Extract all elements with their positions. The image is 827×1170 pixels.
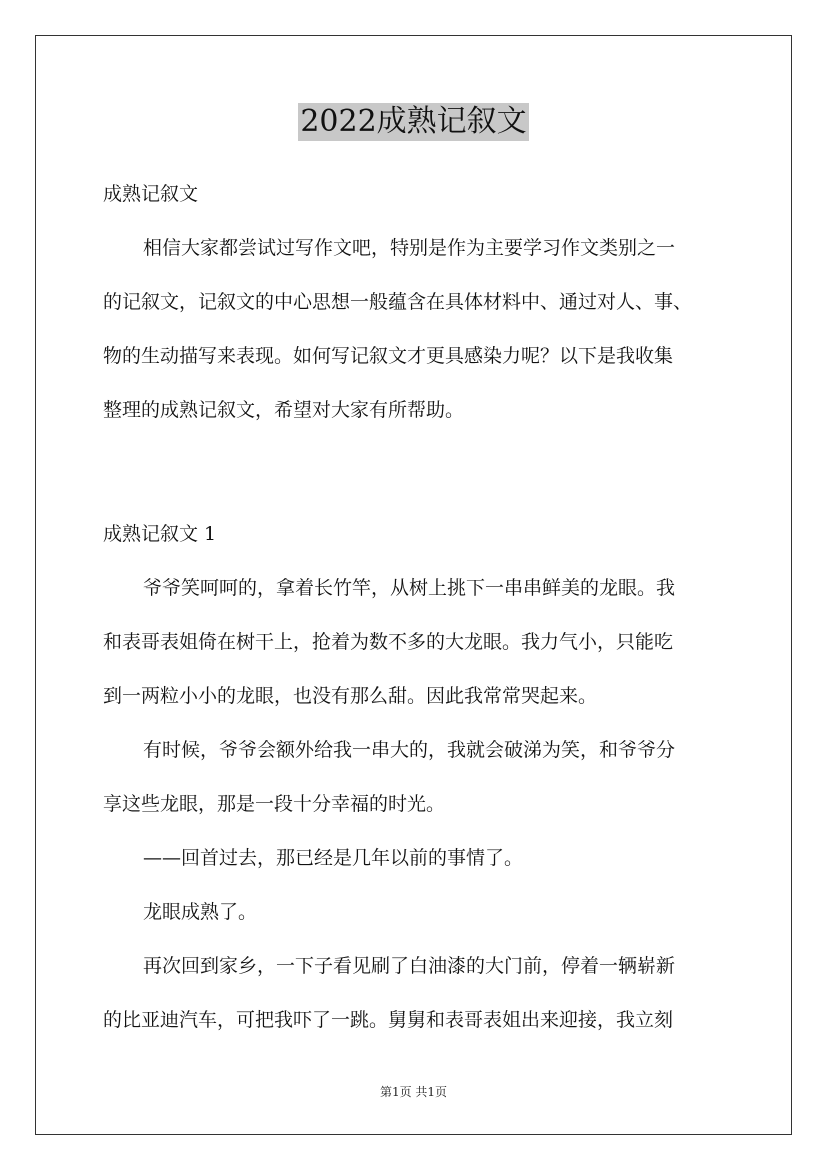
paragraph-line: 的比亚迪汽车，可把我吓了一跳。舅舅和表哥表姐出来迎接，我立刻	[103, 1009, 674, 1031]
document-title: 2022成熟记叙文	[300, 104, 527, 139]
paragraph-line: 相信大家都尝试过写作文吧，特别是作为主要学习作文类别之一	[143, 237, 676, 259]
paragraph-line: 享这些龙眼，那是一段十分幸福的时光。	[103, 793, 446, 815]
paragraph-line: 和表哥表姐倚在树干上，抢着为数不多的大龙眼。我力气小，只能吃	[103, 631, 674, 653]
paragraph-line: ——回首过去，那已经是几年以前的事情了。	[143, 847, 524, 869]
paragraph-line: 整理的成熟记叙文，希望对大家有所帮助。	[103, 399, 465, 421]
paragraph-line: 物的生动描写来表现。如何写记叙文才更具感染力呢？以下是我收集	[103, 345, 674, 367]
paragraph-line: 的记叙文，记叙文的中心思想一般蕴含在具体材料中、通过对人、事、	[103, 291, 693, 313]
paragraph-line: 再次回到家乡，一下子看见刷了白油漆的大门前，停着一辆崭新	[143, 955, 676, 977]
page-footer	[0, 1083, 827, 1100]
paragraph-line: 龙眼成熟了。	[143, 901, 258, 923]
page-number: 第1页 共1页	[379, 1085, 448, 1099]
paragraph-line: 有时候，爷爷会额外给我一串大的，我就会破涕为笑，和爷爷分	[143, 739, 676, 761]
section-heading: 成熟记叙文 1	[103, 523, 217, 545]
title-area	[0, 103, 827, 141]
paragraph-line: 到一两粒小小的龙眼，也没有那么甜。因此我常常哭起来。	[103, 685, 598, 707]
document-body	[103, 175, 728, 1055]
intro-heading: 成熟记叙文	[103, 183, 199, 205]
paragraph-line: 爷爷笑呵呵的，拿着长竹竿，从树上挑下一串串鲜美的龙眼。我	[143, 577, 676, 599]
